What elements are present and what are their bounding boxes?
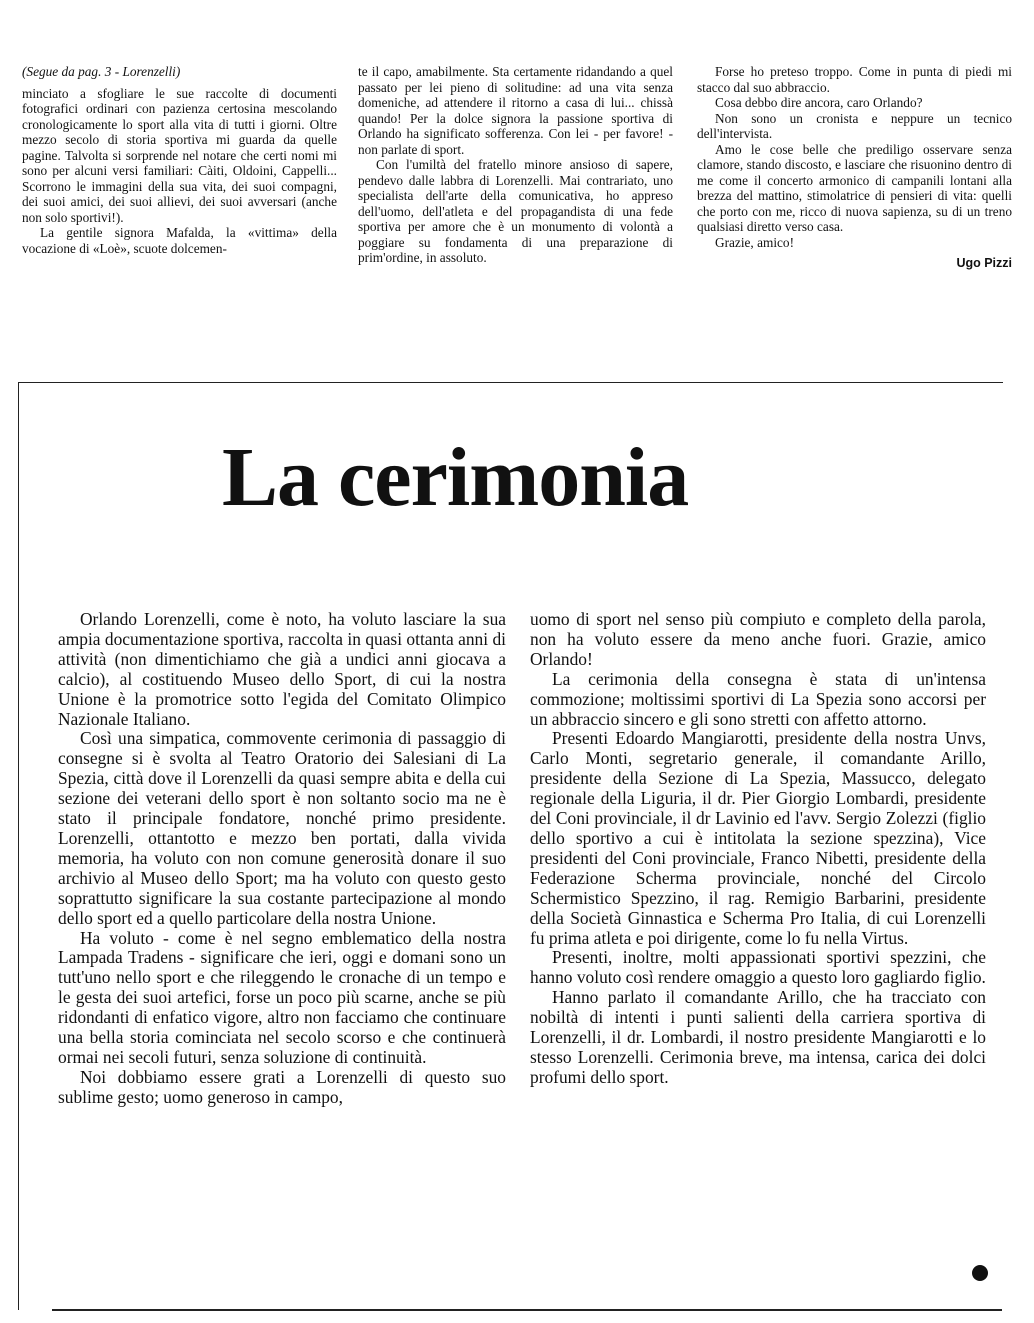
paragraph: minciato a sfogliare le sue raccolte di documenti fotografici ordinari con pazienza certosina mescolando cronologicamente lo sport alla vita di tutti i giorni. Oltre mezzo secolo di storia sportiva mi guarda da quelle pagine. Talvolta si sorprende nel notare che certi nomi mi sono per alcuni versi familiari: Càiti, Oldoini, Cappelli... Scorrono le immagini della sua vita, dei suoi compagni, dei suoi amici, dei suoi allievi, dei suoi avversari (anche non solo sportivi!). — [22, 85, 337, 225]
paragraph: Ha voluto - come è nel segno emblematico della nostra Lampada Tradens - significare che ieri, oggi e domani sono un tutt'uno nello sport e che rileggendo le cronache di un tempo e le gesta dei suoi artefici, forse un poco più scarne, anche se più ridondanti di enfatico vigore, altro non facciamo che continuare una bella storia cominciata nel secolo scorso e che continuerà ormai nei secoli futuri, senza soluzione di continuità. — [58, 927, 506, 1067]
top-column-2 — [358, 64, 673, 266]
article-column-1 — [58, 610, 506, 1108]
paragraph: Così una simpatica, commovente cerimonia di passaggio di consegne si è svolta al Teatro Oratorio dei Salesiani di La Spezia, città dove il Lorenzelli da quasi sempre abita e della cui sezione dei veterani dello sport è non soltanto socio ma ne è stato il principale fondatore, nonché primo presidente. Lorenzelli, ottantotto e mezzo ben portati, dalla vivida memoria, ha voluto con non comune generosità donare il suo archivio al Museo dello Sport; ma ha voluto con questo gesto soprattutto significare la sua costante partecipazione al mondo dello sport ed a quello particolare della nostra Unione. — [58, 728, 506, 928]
paragraph: Hanno parlato il comandante Arillo, che ha tracciato con nobiltà di intenti i punti salienti della carriera sportiva di Lorenzelli, il dr. Lombardi, il nostro presidente Mangiarotti e lo stesso Lorenzelli. Cerimonia breve, ma intensa, carica dei dolci profumi dello sport. — [530, 987, 986, 1087]
paragraph: uomo di sport nel senso più compiuto e completo della parola, non ha voluto essere da meno anche fuori. Grazie, amico Orlando! — [530, 609, 986, 669]
top-column-1 — [22, 64, 337, 256]
bottom-rule — [52, 1309, 1002, 1311]
paragraph: Con l'umiltà del fratello minore ansioso di sapere, pendevo dalle labbra di Lorenzelli. Mai contrariato, uno specialista dell'arte della comunicativa, ho appreso dell'uomo, dell'atleta e del propagandista di una fede sportiva per amore che è un monumento di volontà a poggiare su fondamenta di una preparazione di prim'ordine, in assoluto. — [358, 157, 673, 265]
author-signature: Ugo Pizzi — [956, 256, 1012, 270]
article-headline: La cerimonia — [222, 431, 689, 524]
paragraph: Non sono un cronista e neppure un tecnico dell'intervista. — [697, 110, 1012, 141]
paragraph: Presenti Edoardo Mangiarotti, presidente della nostra Unvs, Carlo Monti, segretario generale, il comandante Arillo, presidente della Sezione di La Spezia, Massucco, delegato regionale della Liguria, il dr. Pier Giorgio Lombardi, presidente del Coni provinciale, il dr Lavinio ed l'avv. Sergio Zolezzi (figlio dello sportivo a cui è intitolata la sezione spezzina), Vice presidenti del Coni provinciale, Franco Nibetti, presidente della Federazione Scherma provinciale, nonché del Circolo Schermistico Spezzino, il rag. Remigio Barbarini, presidente della Società Ginnastica e Scherma Pro Italia, di cui Lorenzelli fu prima atleta e poi dirigente, come lo fu nella Virtus. — [530, 728, 986, 948]
article-column-2 — [530, 610, 986, 1088]
top-column-3 — [697, 64, 1012, 272]
end-of-article-bullet — [972, 1265, 988, 1281]
paragraph: Presenti, inoltre, molti appassionati sportivi spezzini, che hanno voluto così rendere omaggio a questo loro gagliardo figlio. — [530, 947, 986, 988]
paragraph: La gentile signora Mafalda, la «vittima» della vocazione di «Loè», scuote dolcemen- — [22, 225, 337, 256]
paragraph: La cerimonia della consegna è stata di un'intensa commozione; moltissimi sportivi di La Spezia sono accorsi per un abbraccio sincero e gli sono stretti con affetto attorno. — [530, 668, 986, 729]
paragraph: te il capo, amabilmente. Sta certamente ridandando a quel passato per lei pieno di solitudine: ad una vita senza domeniche, ad attendere il ritorno a casa di lui... chissà quando! Per la dolce signora la passione sportiva di Orlando ha significato sofferenza. Con lei - per favore! - non parlate di sport. — [358, 64, 673, 157]
paragraph: Grazie, amico! — [715, 234, 794, 250]
paragraph: Amo le cose belle che prediligo osservare senza clamore, stando discosto, e lasciare che risuonino dentro di me come il concerto armonico di campanili lontani alla brezza del mattino, stimolatrice di pensieri di vita: quelli che porto con me, ricco di nuova sapienza, su di un treno qualsiasi diretto verso casa. — [697, 141, 1012, 234]
paragraph: Orlando Lorenzelli, come è noto, ha voluto lasciare la sua ampia documentazione sportiva, raccolta in quasi ottanta anni di attività (non dimentichiamo che già a undici anni giocava a calcio), al costituendo Museo dello Sport, di cui la nostra Unione è la promotrice sotto l'egida del Comitato Olimpico Nazionale Italiano. — [58, 609, 506, 729]
paragraph: Noi dobbiamo essere grati a Lorenzelli di questo suo sublime gesto; uomo generoso in campo, — [58, 1066, 506, 1107]
paragraph: Cosa debbo dire ancora, caro Orlando? — [715, 95, 923, 110]
paragraph: Forse ho preteso troppo. Come in punta di piedi mi stacco dal suo abbraccio. — [697, 64, 1012, 95]
continuation-note: (Segue da pag. 3 - Lorenzelli) — [22, 64, 181, 79]
